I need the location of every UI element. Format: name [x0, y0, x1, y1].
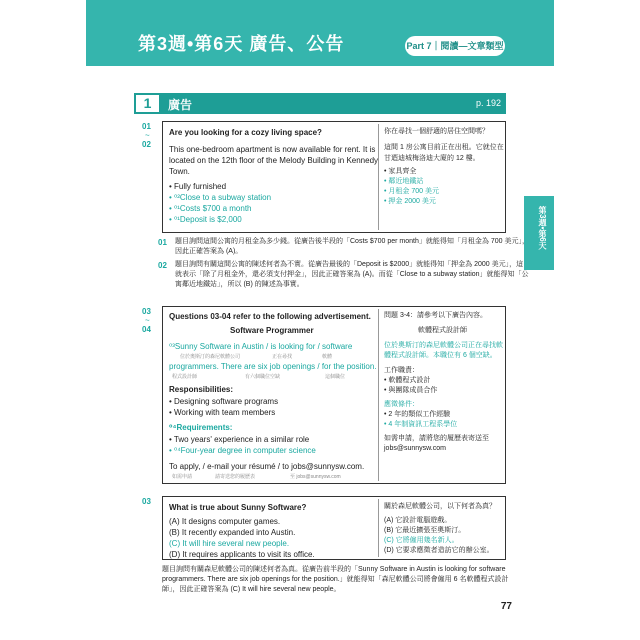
ad-bullet: • ⁰¹Deposit is $2,000 [169, 215, 242, 224]
question-text: What is true about Sunny Software? [169, 503, 307, 512]
gloss: 請寄送您的履歷表 [215, 474, 256, 480]
ad-bullet: • ⁰⁴Four-year degree in computer science [169, 446, 316, 455]
zh-title: 軟體程式設計師 [418, 327, 467, 334]
option: (A) It designs computer games. [169, 517, 281, 526]
page-number: 77 [500, 601, 512, 612]
zh-bullet: • 家具齊全 [384, 168, 417, 175]
ad-bullet: • ⁰²Close to a subway station [169, 193, 272, 202]
zh-bullet: • 與團隊成員合作 [384, 387, 438, 394]
explanation-line: 師」，因此正確答案為 (C) It will hire several new people。 [162, 586, 341, 593]
zh-body-line: jobs@sunnysw.com [384, 445, 446, 452]
explanation-line: 就表示「除了月租金外，還必須支付押金」，因此正確答案為 (A)。而從「Close to a subway station」就能得知「公 [175, 271, 529, 278]
ad-subheading: ⁰⁴Requirements: [169, 423, 233, 432]
zh-option: (A) 它設計電腦遊戲。 [384, 517, 452, 524]
zh-bullet: • 軟體程式設計 [384, 377, 431, 384]
section-title: 廣告 [168, 98, 193, 112]
ad-body-line: To apply, / e-mail your résumé / to jobs@sunnysw.com. [169, 462, 365, 471]
question-marker-tilde: ~ [145, 131, 150, 140]
zh-bullet: • 押金 2000 美元 [384, 198, 436, 205]
explanation-line: 題目詢問有關這間公寓的陳述何者為不實。從廣告最後的「Deposit is $2000」就能得知「押金為 2000 美元」，這 [175, 261, 524, 268]
gloss: 正在尋找 [272, 354, 293, 360]
ad-body-line: This one-bedroom apartment is now available for rent. It is [169, 145, 376, 154]
zh-option: (B) 它最近擴張至奧斯汀。 [384, 527, 466, 534]
explanation-line: 題目詢問這間公寓的月租金為多少錢。從廣告後半段的「Costs $700 per month」就能得知「月租金為 700 美元」， [175, 238, 529, 245]
gloss: 至 jobs@sunnysw.com [290, 474, 341, 480]
zh-body-line: 位於奧斯汀的森尼軟體公司正在尋找軟 [384, 342, 503, 349]
ad-heading: Are you looking for a cozy living space? [169, 128, 322, 137]
zh-option: (D) 它要求應徵者造訪它的辦公室。 [384, 547, 494, 554]
explanation-line: 因此正確答案為 (A)。 [175, 248, 243, 255]
zh-body-line: 體程式設計師。本職位有 6 個空缺。 [384, 352, 497, 359]
side-tab-label: 第3週•第6天 [538, 206, 547, 250]
part-badge: Part 7｜閱讀—文章類型 [405, 36, 505, 56]
zh-body-line: 甘迺迪城梅洛迪大廈的 12 樓。 [384, 155, 480, 162]
explanation-line: 寓鄰近地鐵站」，所以 (B) 的陳述為事實。 [175, 281, 304, 288]
ad-body-line: ⁰³Sunny Software in Austin / is looking for / software [169, 342, 353, 351]
zh-bullet: • 鄰近地鐵站 [384, 178, 424, 185]
question-marker: 02 [142, 140, 151, 149]
ad-body-line: located on the 12th floor of the Melody Building in Kennedy [169, 156, 379, 165]
zh-body-line: 如需申請，請將您的履歷表寄送至 [384, 435, 489, 442]
question-marker-tilde: ~ [145, 316, 150, 325]
ad-bullet: • Working with team members [169, 408, 276, 417]
ad-body-line: Town. [169, 167, 190, 176]
question-marker: 03 [142, 497, 151, 506]
option: (D) It requires applicants to visit its office. [169, 550, 315, 559]
ad-heading: Questions 03-04 refer to the following advertisement. [169, 312, 371, 321]
zh-subheading: 應徵條件： [384, 401, 419, 408]
option-correct: (C) It will hire several new people. [169, 539, 290, 548]
gloss: 這個職位 [325, 374, 346, 380]
ad-bullet: • Two years' experience in a similar role [169, 435, 310, 444]
ad-title: Software Programmer [230, 326, 314, 335]
divider [378, 309, 379, 481]
gloss: 軟體 [322, 354, 333, 360]
zh-bullet: • 4 年制資訊工程系學位 [384, 421, 458, 428]
gloss: 程式設計師 [172, 374, 198, 380]
divider [378, 124, 379, 230]
section-number: 1 [134, 93, 161, 114]
question-marker: 04 [142, 325, 151, 334]
explanation-line: 題目詢問有關森尼軟體公司的陳述何者為真。從廣告前半段的「Sunny Software in Austin is looking for software [162, 566, 506, 573]
section-page-ref: p. 192 [476, 98, 502, 108]
page-title: 第3週•第6天 廣告、公告 [138, 34, 345, 54]
ad-bullet: • Fully furnished [169, 182, 227, 191]
answer-number: 02 [158, 261, 167, 270]
ad-bullet: • ⁰¹Costs $700 a month [169, 204, 252, 213]
gloss: 如需申請 [172, 474, 193, 480]
question-marker: 01 [142, 122, 151, 131]
zh-body-line: 這間 1 房公寓目前正在出租。它就位在 [384, 144, 504, 151]
zh-bullet: • 2 年的類似工作經驗 [384, 411, 451, 418]
gloss: 位於奧斯汀的森尼軟體公司 [180, 354, 241, 360]
zh-option-correct: (C) 它將僱用幾名新人。 [384, 537, 459, 544]
zh-heading: 問題 3-4：請參考以下廣告內容。 [384, 312, 488, 319]
question-marker: 03 [142, 307, 151, 316]
zh-question: 關於森尼軟體公司，以下何者為真？ [384, 503, 496, 510]
ad-body-line: programmers. There are six job openings / for the position. [169, 362, 377, 371]
gloss: 有六個職位空缺 [245, 374, 281, 380]
ad-bullet: • Designing software programs [169, 397, 279, 406]
answer-number: 01 [158, 238, 167, 247]
divider [378, 499, 379, 557]
zh-subheading: 工作職責： [384, 367, 419, 374]
explanation-line: programmers. There are six job openings for the position.」就能得知「森尼軟體公司將會僱用 6 名軟體程式設計 [162, 576, 509, 583]
option: (B) It recently expanded into Austin. [169, 528, 296, 537]
zh-heading: 你在尋找一個舒適的居住空間嗎？ [384, 128, 489, 135]
ad-subheading: Responsibilities: [169, 385, 234, 394]
zh-bullet: • 月租金 700 美元 [384, 188, 439, 195]
